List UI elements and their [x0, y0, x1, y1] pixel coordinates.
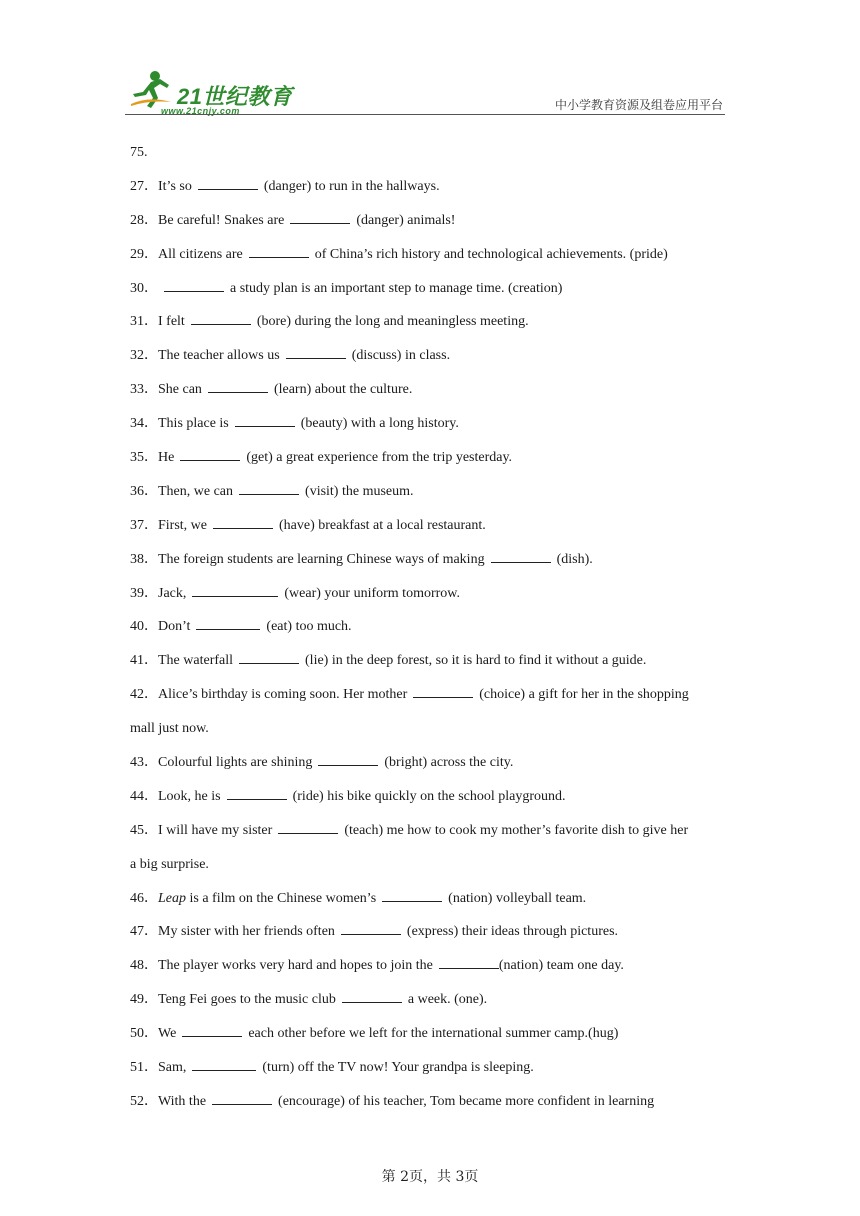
question-text: All citizens are — [158, 246, 243, 262]
answer-blank[interactable] — [290, 211, 350, 224]
question-text: Then, we can — [158, 483, 234, 499]
question-line — [130, 305, 735, 339]
question-text: Alice’s birthday is coming soon. Her mother — [158, 687, 408, 703]
question-line — [130, 644, 735, 678]
answer-blank[interactable] — [286, 346, 346, 359]
answer-blank[interactable] — [213, 516, 273, 529]
question-number: 35． — [130, 450, 158, 466]
question-text: Sam, — [158, 1060, 187, 1076]
question-text: Jack, — [158, 585, 187, 601]
question-number: 48． — [130, 958, 158, 974]
question-number: 38． — [130, 551, 158, 567]
logo — [125, 70, 295, 116]
question-text: The player works very hard and hopes to join the — [158, 958, 433, 974]
question-number: 43． — [130, 755, 158, 771]
question-line — [130, 136, 735, 170]
question-line — [130, 577, 735, 611]
question-line — [130, 949, 735, 983]
question-text: (get) a great experience from the trip yesterday. — [246, 450, 513, 466]
runner-logo-icon — [125, 70, 175, 110]
answer-blank[interactable] — [278, 821, 338, 834]
question-line — [130, 712, 735, 746]
question-line — [130, 170, 735, 204]
question-number: 32． — [130, 348, 158, 364]
answer-blank[interactable] — [342, 990, 402, 1003]
question-text: (express) their ideas through pictures. — [406, 924, 619, 940]
question-number: 46． — [130, 890, 158, 906]
question-number: 37． — [130, 517, 158, 533]
question-text: (bore) during the long and meaningless meeting. — [256, 314, 529, 330]
question-text: (danger) animals! — [356, 212, 456, 228]
question-line — [130, 204, 735, 238]
question-text: (eat) too much. — [266, 619, 352, 635]
answer-blank[interactable] — [413, 685, 473, 698]
question-text: (beauty) with a long history. — [300, 416, 459, 432]
question-line — [130, 814, 735, 848]
question-text: I will have my sister — [158, 822, 273, 838]
question-text: (bright) across the city. — [384, 755, 514, 771]
question-text: a week. (one). — [407, 992, 488, 1008]
header-divider — [125, 114, 725, 115]
question-number: 51． — [130, 1060, 158, 1076]
answer-blank[interactable] — [235, 414, 295, 427]
question-text: (lie) in the deep forest, so it is hard to find it without a guide. — [305, 653, 647, 669]
question-text: This place is — [158, 416, 229, 432]
question-line — [130, 915, 735, 949]
answer-blank[interactable] — [191, 312, 251, 325]
answer-blank[interactable] — [182, 1024, 242, 1037]
question-text: The waterfall — [158, 653, 234, 669]
question-line — [130, 1085, 735, 1119]
answer-blank[interactable] — [208, 380, 268, 393]
question-text: First, we — [158, 517, 207, 533]
question-number: 28． — [130, 212, 158, 228]
logo-url: www.21cnjy.com — [161, 106, 240, 116]
answer-blank[interactable] — [318, 753, 378, 766]
answer-blank[interactable] — [198, 177, 258, 190]
answer-blank[interactable] — [164, 279, 224, 292]
question-number: 34． — [130, 416, 158, 432]
question-line — [130, 848, 735, 882]
question-text: a big surprise. — [130, 856, 209, 872]
question-text: My sister with her friends often — [158, 924, 335, 940]
question-text: is a film on the Chinese women’s — [189, 890, 377, 906]
page-header — [125, 62, 725, 118]
question-line — [130, 1017, 735, 1051]
question-number: 39． — [130, 585, 158, 601]
question-line — [130, 678, 735, 712]
question-line — [130, 373, 735, 407]
question-line — [130, 272, 735, 306]
answer-blank[interactable] — [227, 787, 287, 800]
question-text: (dish). — [556, 551, 593, 567]
question-text: Be careful! Snakes are — [158, 212, 285, 228]
question-text: (teach) me how to cook my mother’s favorite dish to give her — [344, 822, 689, 838]
answer-blank[interactable] — [491, 550, 551, 563]
question-number: 40． — [130, 619, 158, 635]
question-line — [130, 1051, 735, 1085]
platform-title: 中小学教育资源及组卷应用平台 — [554, 98, 723, 112]
question-line — [130, 882, 735, 916]
question-text: (choice) a gift for her in the shopping — [479, 687, 689, 703]
answer-blank[interactable] — [239, 651, 299, 664]
answer-blank[interactable] — [249, 245, 309, 258]
question-number: 27． — [130, 178, 158, 194]
question-number: 52． — [130, 1093, 158, 1109]
question-line — [130, 543, 735, 577]
question-text: mall just now. — [130, 721, 209, 737]
page-number: 第 2页，共 3页 — [381, 1169, 479, 1185]
question-number: 49． — [130, 992, 158, 1008]
question-text: The teacher allows us — [158, 348, 280, 364]
question-number: 42． — [130, 687, 158, 703]
question-text: Don’t — [158, 619, 191, 635]
question-text: each other before we left for the international summer camp.(hug) — [248, 1026, 619, 1042]
question-line — [130, 746, 735, 780]
question-text: Teng Fei goes to the music club — [158, 992, 336, 1008]
answer-blank[interactable] — [180, 448, 240, 461]
question-text: (visit) the museum. — [305, 483, 414, 499]
question-text: (ride) his bike quickly on the school playground. — [292, 788, 566, 804]
question-text: (have) breakfast at a local restaurant. — [279, 517, 486, 533]
answer-blank[interactable] — [192, 584, 278, 597]
question-number: 75. — [130, 145, 148, 160]
question-text: He — [158, 450, 175, 466]
answer-blank[interactable] — [239, 482, 299, 495]
answer-blank[interactable] — [196, 617, 260, 630]
answer-blank[interactable] — [439, 956, 499, 969]
question-line — [130, 238, 735, 272]
answer-blank[interactable] — [341, 922, 401, 935]
question-number: 33． — [130, 382, 158, 398]
question-line — [130, 407, 735, 441]
question-text: It’s so — [158, 178, 192, 194]
answer-blank[interactable] — [382, 889, 442, 902]
question-text: I felt — [158, 314, 185, 330]
question-text: of China’s rich history and technological achievements. (pride) — [314, 246, 668, 262]
question-number: 29． — [130, 246, 158, 262]
question-text: (nation) volleyball team. — [448, 890, 587, 906]
question-line — [130, 441, 735, 475]
question-line — [130, 509, 735, 543]
question-list — [130, 136, 735, 1119]
question-text: (turn) off the TV now! Your grandpa is sleeping. — [262, 1060, 534, 1076]
italic-title: Leap — [158, 890, 186, 906]
question-line — [130, 780, 735, 814]
logo-text: 21世纪教育 — [177, 84, 293, 109]
question-text: (nation) team one day. — [498, 958, 624, 974]
question-text: Colourful lights are shining — [158, 755, 313, 771]
question-text: (discuss) in class. — [351, 348, 451, 364]
question-number: 47． — [130, 924, 158, 940]
question-number: 30． — [130, 280, 158, 296]
question-text: (wear) your uniform tomorrow. — [284, 585, 460, 601]
question-text: She can — [158, 382, 202, 398]
question-text: With the — [158, 1093, 207, 1109]
question-number: 50． — [130, 1026, 158, 1042]
question-text: (encourage) of his teacher, Tom became more confident in learning — [278, 1093, 655, 1109]
question-text: a study plan is an important step to manage time. (creation) — [230, 280, 563, 296]
question-text: The foreign students are learning Chinese ways of making — [158, 551, 485, 567]
answer-blank[interactable] — [212, 1092, 272, 1105]
question-line — [130, 610, 735, 644]
question-number: 36． — [130, 483, 158, 499]
question-number: 31． — [130, 314, 158, 330]
question-line — [130, 475, 735, 509]
question-line — [130, 339, 735, 373]
question-text: (learn) about the culture. — [273, 382, 413, 398]
question-line — [130, 983, 735, 1017]
question-number: 41． — [130, 653, 158, 669]
question-number: 45． — [130, 822, 158, 838]
question-text: Look, he is — [158, 788, 221, 804]
question-number: 44． — [130, 788, 158, 804]
question-text: We — [158, 1026, 177, 1042]
question-text: (danger) to run in the hallways. — [263, 178, 440, 194]
answer-blank[interactable] — [192, 1058, 256, 1071]
